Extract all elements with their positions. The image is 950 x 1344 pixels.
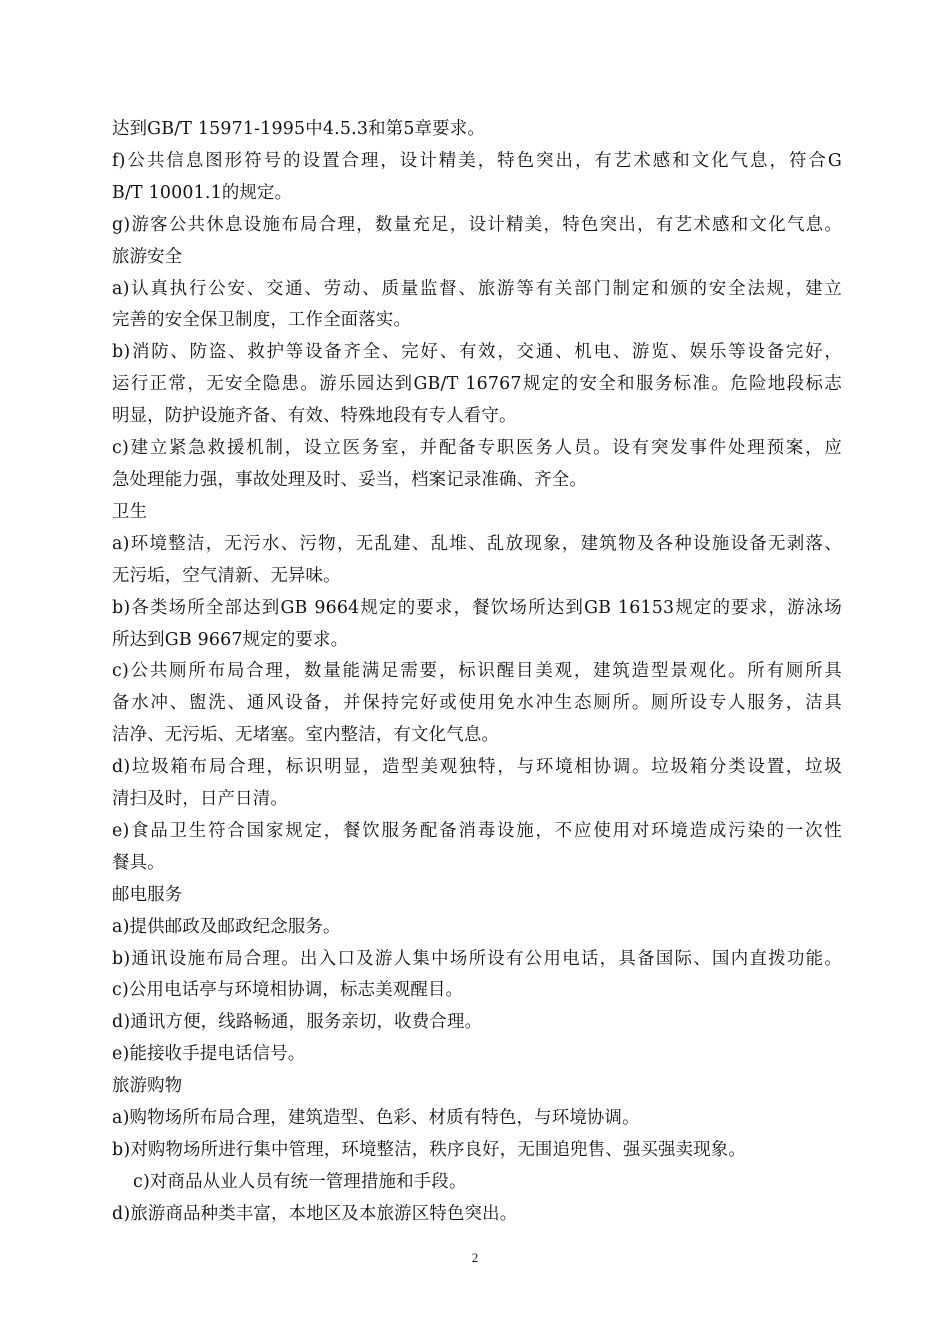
text-line: b)通讯设施布局合理。出入口及游人集中场所设有公用电话，具备国际、国内直拨功能。 xyxy=(112,948,842,969)
text-line: B/T 10001.1的规定。 xyxy=(112,182,293,203)
text-line: c)对商品从业人员有统一管理措施和手段。 xyxy=(133,1171,467,1192)
text-line: 洁净、无污垢、无堵塞。室内整洁，有文化气息。 xyxy=(112,725,499,746)
text-line: a)购物场所布局合理，建筑造型、色彩、材质有特色，与环境协调。 xyxy=(112,1108,640,1129)
text-line: 明显，防护设施齐备、有效、特殊地段有专人看守。 xyxy=(112,406,517,427)
text-line: d)通讯方便，线路畅通，服务亲切，收费合理。 xyxy=(112,1012,483,1033)
text-line: 旅游安全 xyxy=(112,246,183,267)
page-number: 2 xyxy=(471,1250,479,1265)
text-line: c)公共厕所布局合理，数量能满足需要，标识醒目美观，建筑造型景观化。所有厕所具 xyxy=(112,661,842,682)
text-line: c)公用电话亭与环境相协调，标志美观醒目。 xyxy=(112,980,464,1001)
text-line: 邮电服务 xyxy=(112,884,183,905)
text-line: e)食品卫生符合国家规定，餐饮服务配备消毒设施，不应使用对环境造成污染的一次性 xyxy=(112,820,842,841)
text-line: g)游客公共休息设施布局合理，数量充足，设计精美，特色突出，有艺术感和文化气息。 xyxy=(112,214,842,235)
text-line: c)建立紧急救援机制，设立医务室，并配备专职医务人员。设有突发事件处理预案，应 xyxy=(112,438,842,459)
text-line: e)能接收手提电话信号。 xyxy=(112,1044,306,1065)
text-line: 完善的安全保卫制度，工作全面落实。 xyxy=(112,310,412,331)
text-line: d)旅游商品种类丰富，本地区及本旅游区特色突出。 xyxy=(112,1203,518,1224)
text-line: 急处理能力强，事故处理及时、妥当，档案记录准确、齐全。 xyxy=(112,469,587,490)
text-line: a)提供邮政及邮政纪念服务。 xyxy=(112,916,341,937)
text-line: 无污垢，空气清新、无异味。 xyxy=(112,565,341,586)
text-line: b)消防、防盗、救护等设备齐全、完好、有效，交通、机电、游览、娱乐等设备完好， xyxy=(112,342,842,363)
text-line: 达到GB/T 15971-1995中4.5.3和第5章要求。 xyxy=(112,119,485,139)
text-line: 备水冲、盥洗、通风设备，并保持完好或使用免水冲生态厕所。厕所设专人服务，洁具 xyxy=(112,693,842,714)
text-line: b)各类场所全部达到GB 9664规定的要求，餐饮场所达到GB 16153规定的要求，游泳场 xyxy=(112,597,842,618)
text-line: 运行正常，无安全隐患。游乐园达到GB/T 16767规定的安全和服务标准。危险地段标志 xyxy=(112,374,842,395)
text-line: a)环境整洁，无污水、污物，无乱建、乱堆、乱放现象，建筑物及各种设施设备无剥落、 xyxy=(112,533,842,554)
text-line: 清扫及时，日产日清。 xyxy=(112,789,288,810)
text-line: a)认真执行公安、交通、劳动、质量监督、旅游等有关部门制定和颁的安全法规，建立 xyxy=(112,278,842,299)
text-line: 餐具。 xyxy=(112,852,165,873)
text-line: 所达到GB 9667规定的要求。 xyxy=(112,629,349,650)
text-line: b)对购物场所进行集中管理，环境整洁，秩序良好，无围追兜售、强买强卖现象。 xyxy=(112,1140,746,1160)
text-line: 旅游购物 xyxy=(112,1076,183,1097)
document-body xyxy=(112,114,842,1231)
text-line: d)垃圾箱布局合理，标识明显，造型美观独特，与环境相协调。垃圾箱分类设置，垃圾 xyxy=(112,757,842,778)
text-line: 卫生 xyxy=(112,501,148,522)
text-line: f)公共信息图形符号的设置合理，设计精美，特色突出，有艺术感和文化气息，符合G xyxy=(112,150,842,171)
